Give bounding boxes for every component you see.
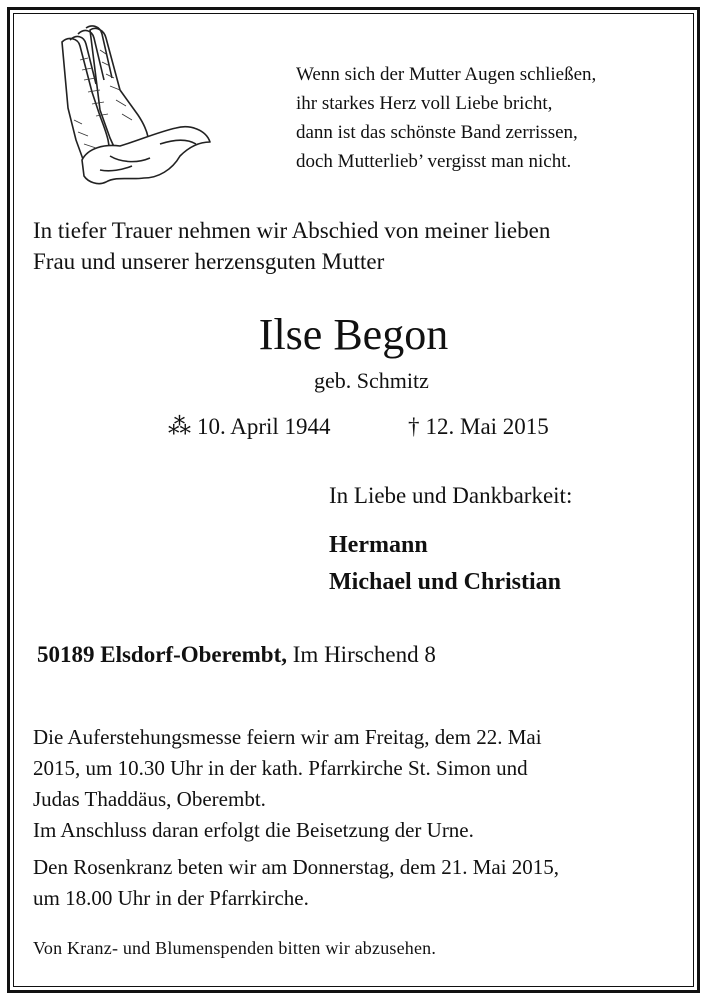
deceased-name: Ilse Begon bbox=[258, 310, 449, 359]
mass-line: Im Anschluss daran erfolgt die Beisetzung der Urne. bbox=[33, 818, 474, 842]
mourners-names bbox=[329, 527, 561, 601]
rosary-line: Den Rosenkranz beten wir am Donnerstag, dem 21. Mai 2015, bbox=[33, 855, 560, 879]
poem bbox=[296, 60, 676, 176]
poem-line: Wenn sich der Mutter Augen schließen, bbox=[296, 64, 597, 85]
intro-line: In tiefer Trauer nehmen wir Abschied von meiner lieben bbox=[33, 218, 551, 243]
rosary-line: um 18.00 Uhr in der Pfarrkirche. bbox=[33, 886, 309, 910]
intro-text bbox=[33, 215, 683, 277]
birth-date-text: 10. April 1944 bbox=[197, 414, 331, 439]
intro-line: Frau und unserer herzensguten Mutter bbox=[33, 249, 385, 274]
mourner-name: Michael und Christian bbox=[329, 569, 562, 595]
maiden-name: geb. Schmitz bbox=[314, 368, 429, 393]
cross-icon: † bbox=[408, 414, 420, 439]
poem-line: dann ist das schönste Band zerrissen, bbox=[296, 122, 578, 143]
address bbox=[37, 642, 436, 668]
death-date-text: 12. Mai 2015 bbox=[425, 414, 549, 439]
birth-date bbox=[168, 414, 331, 440]
mourner-name: Hermann bbox=[329, 532, 428, 558]
praying-hands-icon bbox=[40, 20, 220, 192]
footer-note: Von Kranz- und Blumenspenden bitten wir abzusehen. bbox=[33, 938, 437, 958]
mass-line: 2015, um 10.30 Uhr in der kath. Pfarrkirche St. Simon und bbox=[33, 756, 528, 780]
address-city: 50189 Elsdorf-Oberembt, bbox=[37, 642, 288, 667]
poem-line: ihr starkes Herz voll Liebe bricht, bbox=[296, 93, 553, 114]
address-street: Im Hirschend 8 bbox=[292, 642, 436, 667]
service-details bbox=[33, 722, 683, 914]
poem-line: doch Mutterlieb’ vergisst man nicht. bbox=[296, 151, 572, 172]
mass-line: Judas Thaddäus, Oberembt. bbox=[33, 787, 266, 811]
mass-line: Die Auferstehungsmesse feiern wir am Freitag, dem 22. Mai bbox=[33, 725, 542, 749]
death-date bbox=[408, 414, 549, 440]
birth-symbol-icon: ⁂ bbox=[168, 414, 191, 439]
mourners-heading: In Liebe und Dankbarkeit: bbox=[329, 483, 573, 508]
